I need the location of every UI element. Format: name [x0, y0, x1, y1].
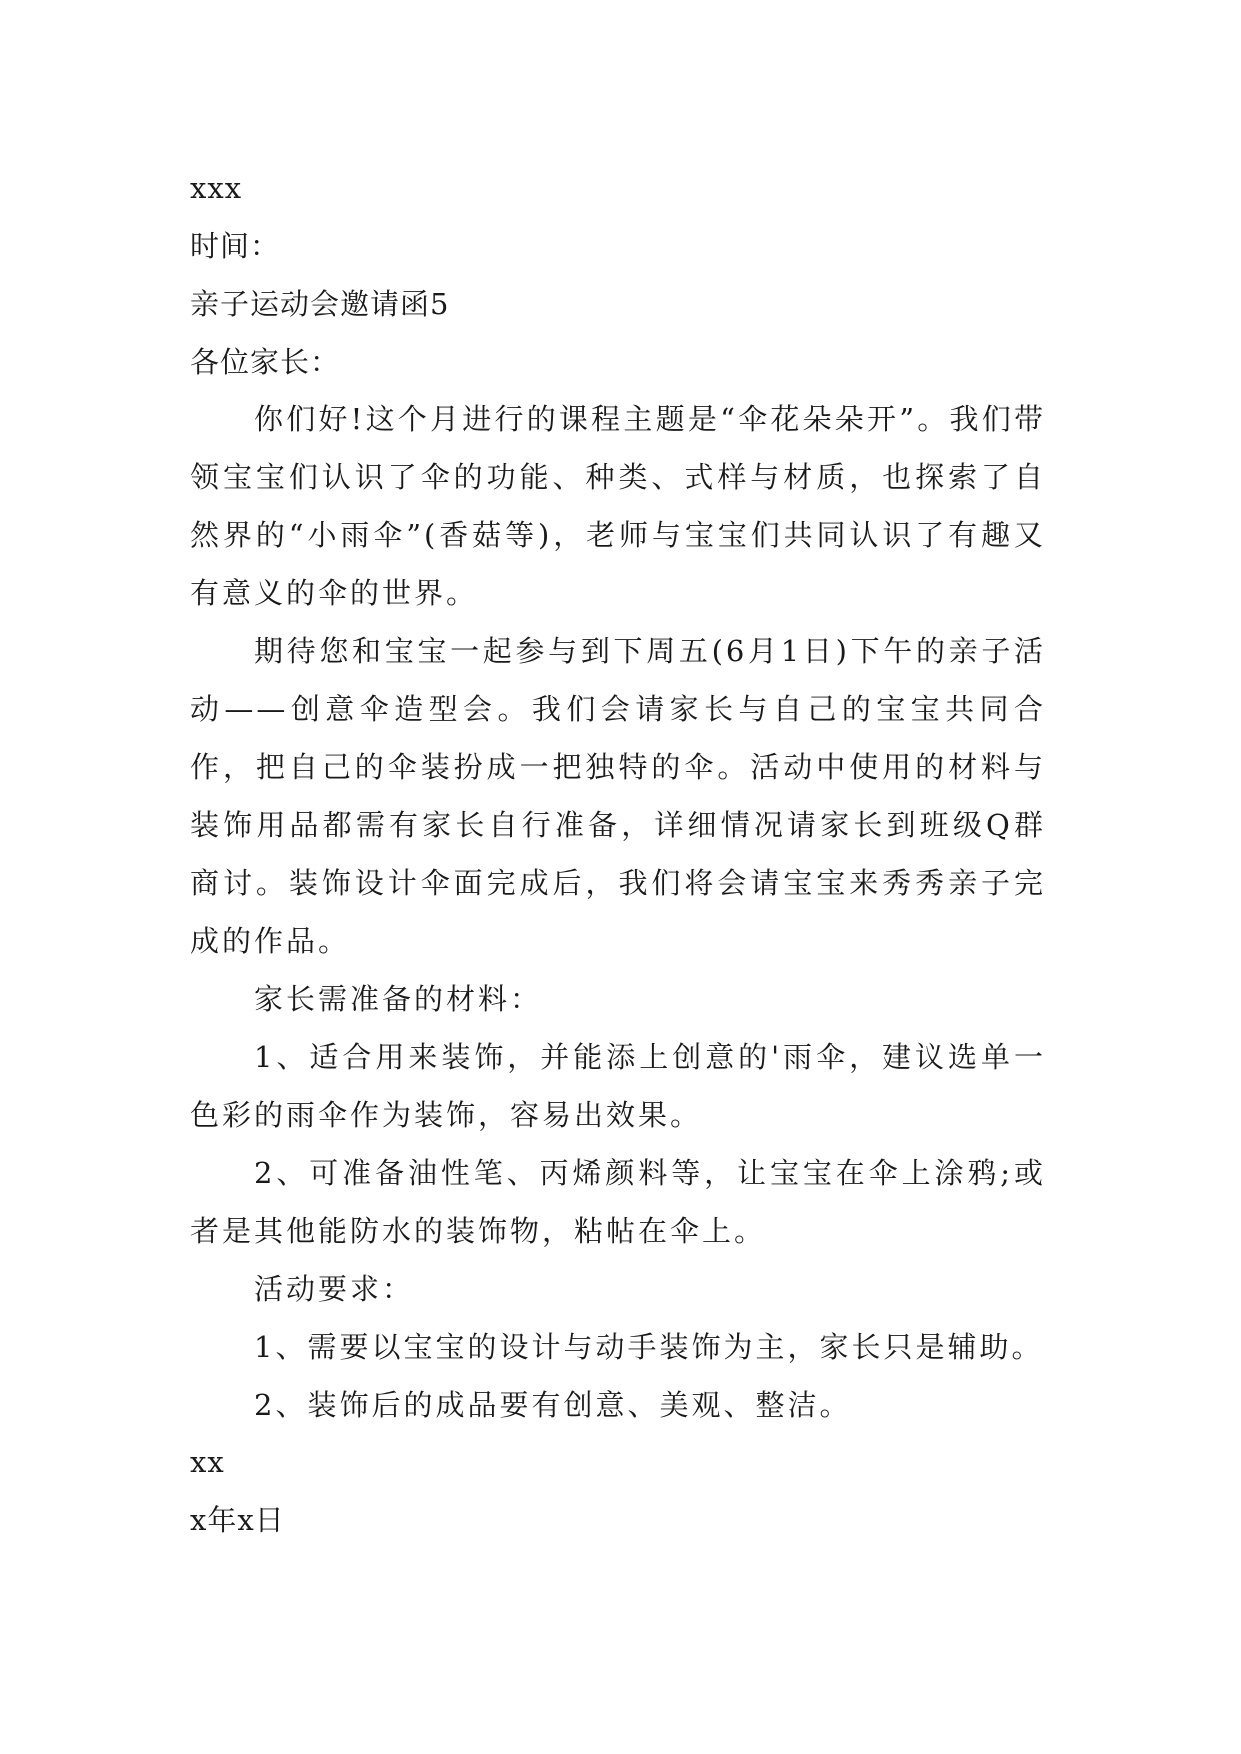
requirement-item-2: 2、装饰后的成品要有创意、美观、整洁。 [254, 1388, 852, 1422]
material-item-2: 2、可准备油性笔、丙烯颜料等，让宝宝在伞上涂鸦;或者是其他能防水的装饰物，粘帖在伞上。 [190, 1156, 1046, 1248]
requirement-item-1: 1、需要以宝宝的设计与动手装饰为主，家长只是辅助。 [254, 1330, 1044, 1364]
paragraph-intro: 你们好!这个月进行的课程主题是“伞花朵朵开”。我们带领宝宝们认识了伞的功能、种类、式样与材质，也探索了自然界的“小雨伞”(香菇等)，老师与宝宝们共同认识了有趣又有意义的伞的世界。 [190, 402, 1046, 610]
signature: xx [190, 1445, 225, 1479]
salutation: 各位家长： [190, 345, 341, 379]
materials-heading: 家长需准备的材料： [254, 982, 543, 1016]
requirements-heading: 活动要求： [254, 1272, 415, 1306]
sender-name: xxx [190, 171, 243, 205]
document-title: 亲子运动会邀请函5 [190, 287, 450, 321]
date: x年x日 [190, 1503, 285, 1537]
material-item-1: 1、适合用来装饰，并能添上创意的'雨伞，建议选单一色彩的雨伞作为装饰，容易出效果。 [190, 1040, 1046, 1132]
paragraph-activity: 期待您和宝宝一起参与到下周五(6月1日)下午的亲子活动——创意伞造型会。我们会请家长与自己的宝宝共同合作，把自己的伞装扮成一把独特的伞。活动中使用的材料与装饰用品都需有家长自行准备，详细情况请家长到班级Q群商讨。装饰设计伞面完成后，我们将会请宝宝来秀秀亲子完成的作品。 [190, 634, 1046, 958]
time-label: 时间： [190, 229, 281, 263]
